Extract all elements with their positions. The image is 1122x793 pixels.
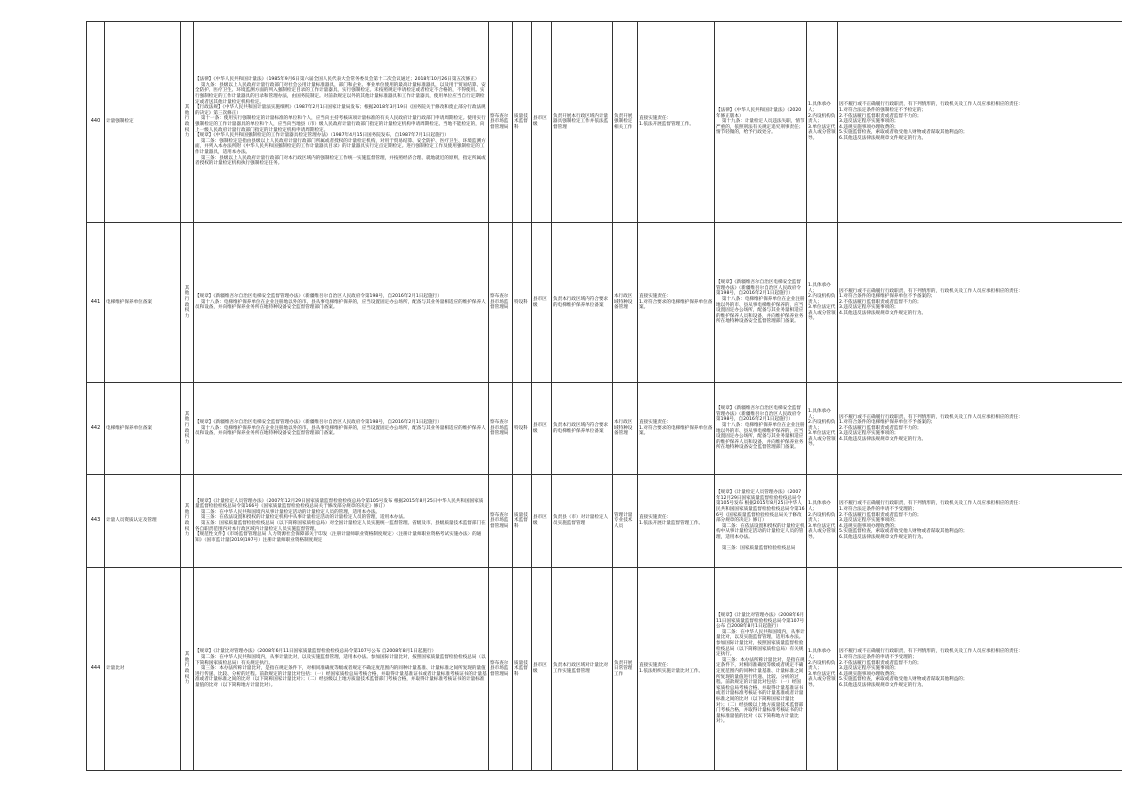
table-row — [87, 22, 1122, 223]
accountability-basis: 【规章】《计量检定人员管理办法》（2007年12月29日国家质量监督检验检疫总局令第105号发布 根据2015年8月25日中华人民共和国国家质量监督检验检疫总局令第166号《国家质量监督检验检疫总局关于修改部分规章的决定》修订） 第二条：在依法设置和授权的计量检定机构中从事计量检定活动的计量检定人员的管理，适用本办法。 第三条：国家质量监督检验检疫总局 — [715, 475, 807, 568]
duty-description: 直接实施责任： 1.依法开展监督管理工作。 — [638, 22, 715, 223]
power-item-name: 计量人员资质认定及管理 — [105, 475, 181, 568]
accountability-basis: 【规章】《计量比对管理办法》（2008年6月11日国家质量监督检验检疫总局令第107号公布 自2008年8月1日起施行） 第二条：在中华人民共和国境内，从事计量比对，以及实施监督管理，适用本办法。参加国际计量比对，按照国家质量监督检验检疫总局（以下简称国家质检总局）有关规定执行。 第三条：本办法所称计量比对，是指在规定条件下，对相同准确度等级或者规定不确定度范围内的同种计量基准、计量标准之间所复现的量值进行传递、比较、分析的过程。前款规定的计量比对包括：（一）经国家质检总局考核合格，并取得计量基准证书或者计量标准考核证书的计量基准或者计量标准之间的比对（以下简称国家计量比对）；（二）经县级以上地方质量技术监督部门考核合格，并取得计量标准考核证书的计量标准量值的比对（以下简称地方计量比对）。 — [715, 568, 807, 771]
power-item-name: 计量比对 — [105, 568, 181, 771]
office-responsibility: 本行政区域特种设备管理 — [613, 383, 638, 475]
liability-terms: 因不履行或不正确履行行政职责，有下列情形的，行政机关及工作人员应承担相应的责任： 1.对符合法定条件的申请不予受理的； 2.不依法履行监督职责或者监督不力的； 3.违反法定程序实施事项的； 4.违规实施事项办理收费的； 5.实施监督检查，索取或者收受他人财物或者谋取其他利益的； 6.其他违反法律法规规章文件规定的行为。 — [838, 475, 1122, 568]
legal-basis: 【规章】《新疆维吾尔自治区电梯安全监督管理办法》（新疆维吾尔自治区人民政府令第198号，自2016年2月1日起施行） 第十八条：电梯维护保养单位在企业注册地以外的市、县从事电梯维护保养的，应当设置固定办公场所，配备与其业务量相适应的维护保养人员和设备，并向维护保养业务所在地特种设备安全监督管理部门备案。 — [194, 383, 489, 475]
responsibility-item: 负责本行政区域内符合要求的电梯维护保养单位备案 — [552, 223, 613, 383]
administrative-level: 县市区级 — [532, 475, 552, 568]
responsible-subject: 1.具体承办人； 2.内设机构负责人； 3.单位法定代表人或分管领导。 — [807, 568, 838, 771]
duty-description: 直接实施责任： 1.依法组织实施计量比对工作。 — [638, 568, 715, 771]
office-responsibility: 本行政区域特种设备管理 — [613, 223, 638, 383]
responsible-unit: 特设科 — [513, 223, 532, 383]
row-number: 443 — [87, 475, 105, 568]
responsibility-item: 负责本行政区域对计量比对工作实施监督管理 — [552, 568, 613, 771]
row-number: 440 — [87, 22, 105, 223]
liability-terms: 因不履行或不正确履行行政职责，有下列情形的，行政机关及工作人员应承担相应的责任： 1.对符合条件的电梯维护保养单位不予备案的； 2.不依法履行监督职责或者监督不力的； 3.违反法定程序实施事项的； 4.其他违反法律法规规章文件规定的行为。 — [838, 223, 1122, 383]
implementing-department: 察布查尔县市场监督管理局 — [489, 383, 513, 475]
accountability-basis: 【法律】《中华人民共和国计量法》（2020年修正版本） 第十九条：计量检定人员违法失职，情节严重的，依照刑法有关规定追究刑事责任；情节轻微的，给予行政处分。 — [715, 22, 807, 223]
power-item-name: 电梯维护保养单位备案 — [105, 383, 181, 475]
table-body — [87, 22, 1122, 771]
responsible-subject: 1.具体承办人； 2.内设机构负责人； 3.单位法定代表人或分管领导。 — [807, 475, 838, 568]
responsible-unit: 质量技术监督科 — [513, 22, 532, 223]
office-responsibility: 负责开展强制检定相关工作 — [613, 22, 638, 223]
liability-terms: 因不履行或不正确履行行政职责，有下列情形的，行政机关及工作人员应承担相应的责任： 1.对符合条件的电梯维护保养单位不予备案的； 2.不依法履行监督职责或者监督不力的； 3.违反法定程序实施事项的； 4.其他违反法律法规规章文件规定的行为。 — [838, 383, 1122, 475]
duty-description: 直接实施责任： 1.对符合要求的电梯维护保养单位备案。 — [638, 223, 715, 383]
liability-terms: 因不履行或不正确履行行政职责，有下列情形的，行政机关及工作人员应承担相应的责任： 1.对符合法定条件的强制检定不予检定的； 2.不依法履行监督职责或者监督不力的； 3.违反法定程序实施事项的； 4.违规实施事项办理收费的； 5.实施监督检查，索取或者收受他人财物或者谋取其他利益的； 6.其他违反法律法规规章文件规定的行为。 — [838, 22, 1122, 223]
legal-basis: 【法律】《中华人民共和国计量法》（1985年9月6日第六届全国人民代表大会常务委员会第十二次会议通过；2018年10月26日第五次修正） 第九条：县级以上人民政府计量行政部门对社会公用计量标准器具，部门和企业、事业单位使用的最高计量标准器具，以及用于贸易结算、安全防护、医疗卫生、环境监测方面的列入强制检定目录的工作计量器具，实行强制检定。未按照规定申请检定或者检定不合格的，不得使用。实行强制检定的工作计量器具的目录和管理办法，由国务院制定。对前款规定以外的其他计量标准器具和工作计量器具，使用单位应当自行定期检定或者送其他计量检定机构检定。 【行政法规】《中华人民共和国计量法实施细则》（1987年2月1日国家计量局发布；根据2018年3月19日《国务院关于修改和废止部分行政法规的决定》第三次修正） 第十一条：使用实行强制检定的计量标准的单位和个人，应当向主持考核该项计量标准的有关人民政府计量行政部门申请周期检定。使用实行强制检定的工作计量器具的单位和个人，应当向当地县（市）级人民政府计量行政部门指定的计量检定机构申请周期检定。当地不能检定的，向上一级人民政府计量行政部门指定的计量检定机构申请周期检定。 【规章】《中华人民共和国强制检定的工作计量器具检定管理办法》（1987年4月15日国务院发布，自1987年7月1日起施行） 第二条：强制检定是指由县级以上人民政府计量行政部门所属或者授权的计量检定机构，对用于贸易结算、安全防护、医疗卫生、环境监测方面，并列入本办法所附《中华人民共和国强制检定的工作计量器具目录》的计量器具实行定点定期检定。进行强制检定工作及使用强制检定的工作计量器具，适用本办法。 第三条：县级以上人民政府计量行政部门对本行政区域内的强制检定工作统一实施监督管理，并按照经济合理、就地就近的原则，指定所属或者授权的计量检定机构执行强制检定任务。 — [194, 22, 489, 223]
table-row — [87, 223, 1122, 383]
implementing-department: 察布查尔县市场监督管理局 — [489, 22, 513, 223]
implementing-department: 察布查尔县市场监督管理局 — [489, 223, 513, 383]
power-list-table — [86, 21, 1122, 771]
legal-basis: 【规章】《计量比对管理办法》（2008年6月11日国家质量监督检验检疫总局令第107号公布 自2008年8月1日起施行） 第二条：在中华人民共和国境内，从事计量比对，以及实施监督管理，适用本办法。参加国际计量比对，按照国家质量监督检验检疫总局（以下简称国家质检总局）有关规定执行。 第三条：本办法所称计量比对，是指在规定条件下，对相同准确度等级或者规定不确定度范围内的同种计量基准、计量标准之间所复现的量值进行传递、比较、分析的过程。前款规定的计量比对包括：（一）经国家质检总局考核合格，并取得计量基准证书或者计量标准考核证书的计量基准或者计量标准之间的比对（以下简称国家计量比对）；（二）经县级以上地方质量技术监督部门考核合格，并取得计量标准考核证书的计量标准量值的比对（以下简称地方计量比对）。 — [194, 568, 489, 771]
legal-basis: 【规章】《计量检定人员管理办法》（2007年12月29日国家质量监督检验检疫总局令第105号发布 根据2015年8月25日中华人民共和国国家质量监督检验检疫总局令第166号《国家质量监督检验检疫总局关于修改部分规章的决定》修订） 第二条：在中华人民共和国境内从事计量检定活动的计量检定人员的管理，适用本办法。 第三条：在依法设置和授权的计量检定机构中从事计量检定活动的计量检定人员的管理，适用本办法。 第五条：国家质量监督检验检疫总局（以下简称国家质检总局）对全国计量检定人员实施统一监督管理。省级及市、县级质量技术监督部门在各自职责范围内对本行政区域内计量检定人员实施监督管理。 【规范性文件】《市场监督管理总局 人力资源社会保障部关于印发〈注册计量师职业资格制度规定〉〈注册计量师职业资格考试实施办法〉的通知》（国市监计量[2019]197号）注册计量师职业资格制度规定 — [194, 475, 489, 568]
administrative-level: 县市区级 — [532, 223, 552, 383]
implementing-department: 察布查尔县市场监督管理局 — [489, 568, 513, 771]
responsibility-item: 负责开展本行政区域内计量器具强制检定工作并依法监督管理 — [552, 22, 613, 223]
responsibility-item: 负责本行政区域内符合要求的电梯维护保养单位备案 — [552, 383, 613, 475]
power-category: 其 他 行 政 权 力 — [181, 223, 194, 383]
administrative-level: 县市区级 — [532, 383, 552, 475]
responsible-unit: 质量技术监督科 — [513, 475, 532, 568]
accountability-basis: 【规章】《新疆维吾尔自治区电梯安全监督管理办法》（新疆维吾尔自治区人民政府令第198号，自2016年2月1日起施行） 第十八条：电梯维护保养单位在企业注册地以外的市、县从事电梯维护保养的，应当设置固定办公场所，配备与其业务量相适应的维护保养人员和设备，并向维护保养业务所在地特种设备安全监督管理部门备案。 — [715, 223, 807, 383]
implementing-department: 察布查尔县市场监督管理局 — [489, 475, 513, 568]
responsible-unit: 特设科 — [513, 383, 532, 475]
responsibility-item: 负责县（市）对计量检定人员实施监督管理 — [552, 475, 613, 568]
responsible-subject: 1.具体承办人； 2.内设机构负责人； 3.单位法定代表人或分管领导。 — [807, 383, 838, 475]
power-category: 其 他 行 政 权 力 — [181, 383, 194, 475]
responsible-subject: 1.具体承办人； 2.内设机构负责人； 3.单位法定代表人或分管领导。 — [807, 22, 838, 223]
administrative-level: 县市区级 — [532, 568, 552, 771]
row-number: 442 — [87, 383, 105, 475]
row-number: 444 — [87, 568, 105, 771]
power-item-name: 计量强制检定 — [105, 22, 181, 223]
power-category: 其 他 行 政 权 力 — [181, 475, 194, 568]
accountability-basis: 【规章】《新疆维吾尔自治区电梯安全监督管理办法》（新疆维吾尔自治区人民政府令第198号，自2016年2月1日起施行） 第十八条：电梯维护保养单位在企业注册地以外的市、县从事电梯维护保养的，应当设置固定办公场所，配备与其业务量相适应的维护保养人员和设备，并向维护保养业务所在地特种设备安全监督管理部门备案。 — [715, 383, 807, 475]
power-category: 其 他 行 政 权 力 — [181, 22, 194, 223]
table-row — [87, 568, 1122, 771]
liability-terms: 因不履行或不正确履行行政职责，有下列情形的，行政机关及工作人员应承担相应的责任： 1.对符合法定条件的申请不予受理的； 2.不依法履行监督职责或者监督不力的； 3.违反法定程序实施事项的； 4.违规实施事项办理收费的； 5.实施监督检查，索取或者收受他人财物或者谋取其他利益的； 6.其他违反法律法规规章文件规定的行为。 — [838, 568, 1122, 771]
office-responsibility: 管理计量专业技术人员 — [613, 475, 638, 568]
administrative-level: 县市区级 — [532, 22, 552, 223]
responsible-unit: 质量技术监督科 — [513, 568, 532, 771]
duty-description: 直接实施责任： 1.依法开展计量监督管理工作。 — [638, 475, 715, 568]
row-number: 441 — [87, 223, 105, 383]
responsible-subject: 1.具体承办人； 2.内设机构负责人； 3.单位法定代表人或分管领导。 — [807, 223, 838, 383]
table-row — [87, 475, 1122, 568]
duty-description: 直接实施责任： 1.对符合要求的电梯维护保养单位备案。 — [638, 383, 715, 475]
power-item-name: 电梯维护保养单位备案 — [105, 223, 181, 383]
power-category: 其 他 行 政 权 力 — [181, 568, 194, 771]
legal-basis: 【规章】《新疆维吾尔自治区电梯安全监督管理办法》（新疆维吾尔自治区人民政府令第198号，自2016年2月1日起施行） 第十八条：电梯维护保养单位在企业注册地以外的市、县从事电梯维护保养的，应当设置固定办公场所，配备与其业务量相适应的维护保养人员和设备，并向维护保养业务所在地特种设备安全监督管理部门备案。 — [194, 223, 489, 383]
table-row — [87, 383, 1122, 475]
office-responsibility: 负责开展日常管理工作 — [613, 568, 638, 771]
